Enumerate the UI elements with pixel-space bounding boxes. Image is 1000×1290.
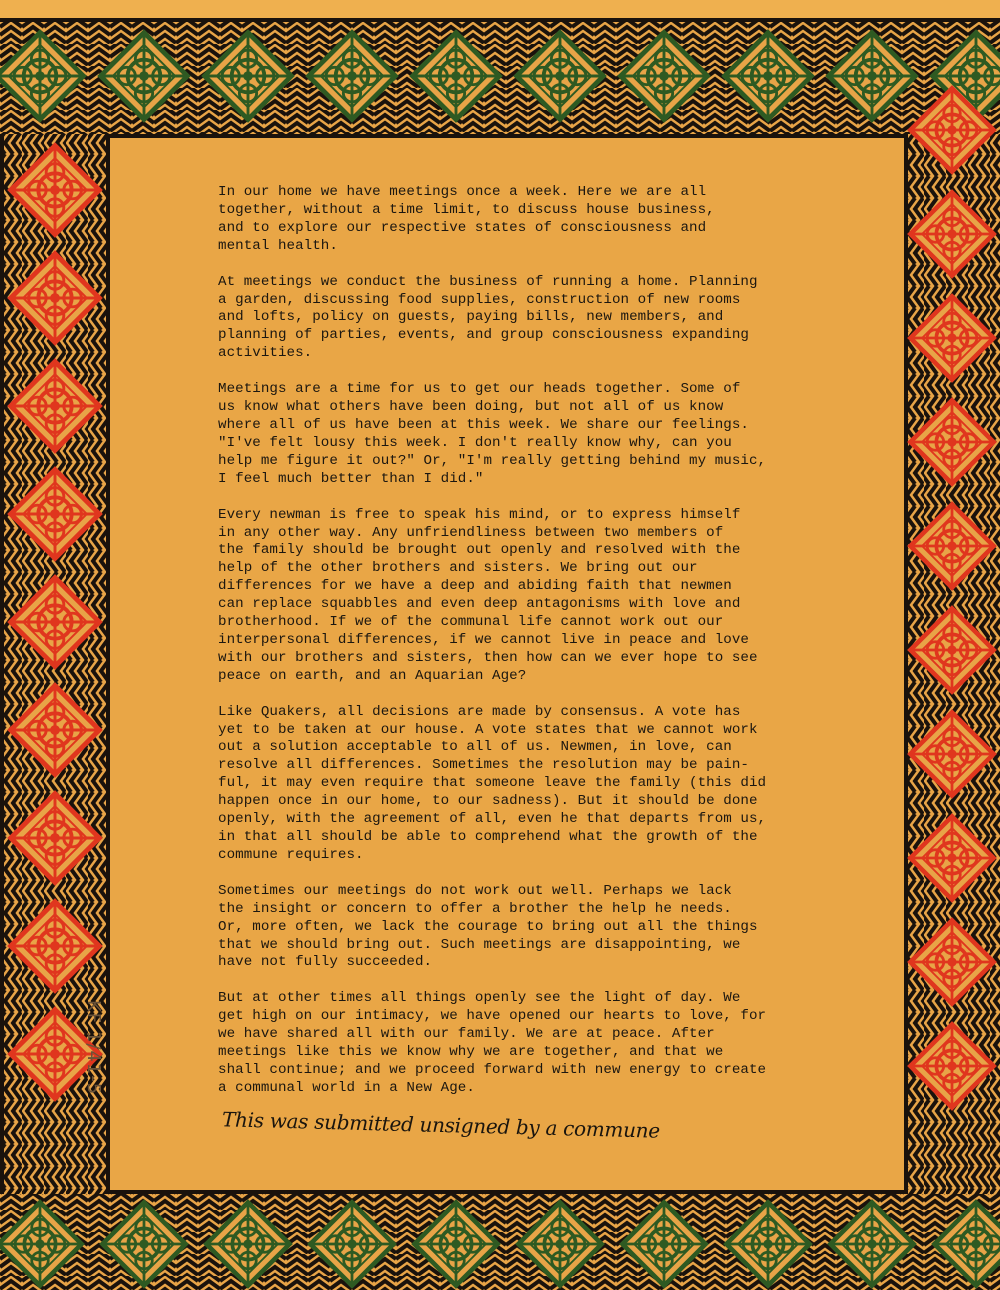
paragraph-1: In our home we have meetings once a week. Here we are all together, without a time limit, to discuss house business, and to explore our respective states of consciousness and mental health. (218, 184, 715, 254)
paragraph-4: Every newman is free to speak his mind, or to express himself in any other way. Any unfriendliness between two members of the family should be brought out openly and resolved with the help of the other brothers and sisters. We bring out our differences for we have a deep and abiding faith that newmen can replace squabbles and even deep antagonisms with love and brotherhood. If we of the communal life cannot work out our interpersonal differences, if we cannot live in peace and love with our brothers and sisters, then how can we ever hope to see peace on earth, and an Aquarian Age? (218, 506, 758, 684)
border-left-rosettes (11, 146, 100, 1099)
paragraph-5: Like Quakers, all decisions are made by consensus. A vote has yet to be taken at our house. A vote states that we cannot work out a solution acceptable to all of us. Newmen, in love, can resolve all differences. Sometimes the resolution may be pain- ful, it may even require that someone leave the family (this did happen once in our home, to our sadness). But it should be done openly, with the agreement of all, even he that departs from us, in that all should be able to comprehend what the growth of the commune requires. (218, 703, 767, 863)
paragraph-3: Meetings are a time for us to get our heads together. Some of us know what others have been doing, but not all of us know where all of us have been at this week. We share our feelings. "I've felt lousy this week. I don't really know why, can you help me figure it out?" Or, "I'm really getting behind my music, I feel much better than I did." (218, 381, 767, 487)
margin-annotation: KF 1/41-5 (83, 1000, 104, 1096)
paragraph-7: But at other times all things openly see the light of day. We get high on our intimacy, we have opened our hearts to love, for we have shared all with our family. We are at peace. After meetings like this we know why we are together, and that we shall continue; and we proceed forward with new energy to create a communal world in a New Age. (218, 990, 767, 1096)
paragraph-6: Sometimes our meetings do not work out well. Perhaps we lack the insight or concern to offer a brother the help he needs. Or, more often, we lack the courage to bring out all the things that we should bring out. Such meetings are disappointing, we have not fully succeeded. (218, 882, 758, 971)
handwritten-note: This was submitted unsigned by a commune (221, 1107, 661, 1143)
paragraph-2: At meetings we conduct the business of running a home. Planning a garden, discussing food supplies, construction of new rooms and lofts, policy on guests, paying bills, new members, and planning of parties, events, and group consciousness expanding activities. (218, 273, 758, 362)
document-body (218, 184, 818, 1116)
